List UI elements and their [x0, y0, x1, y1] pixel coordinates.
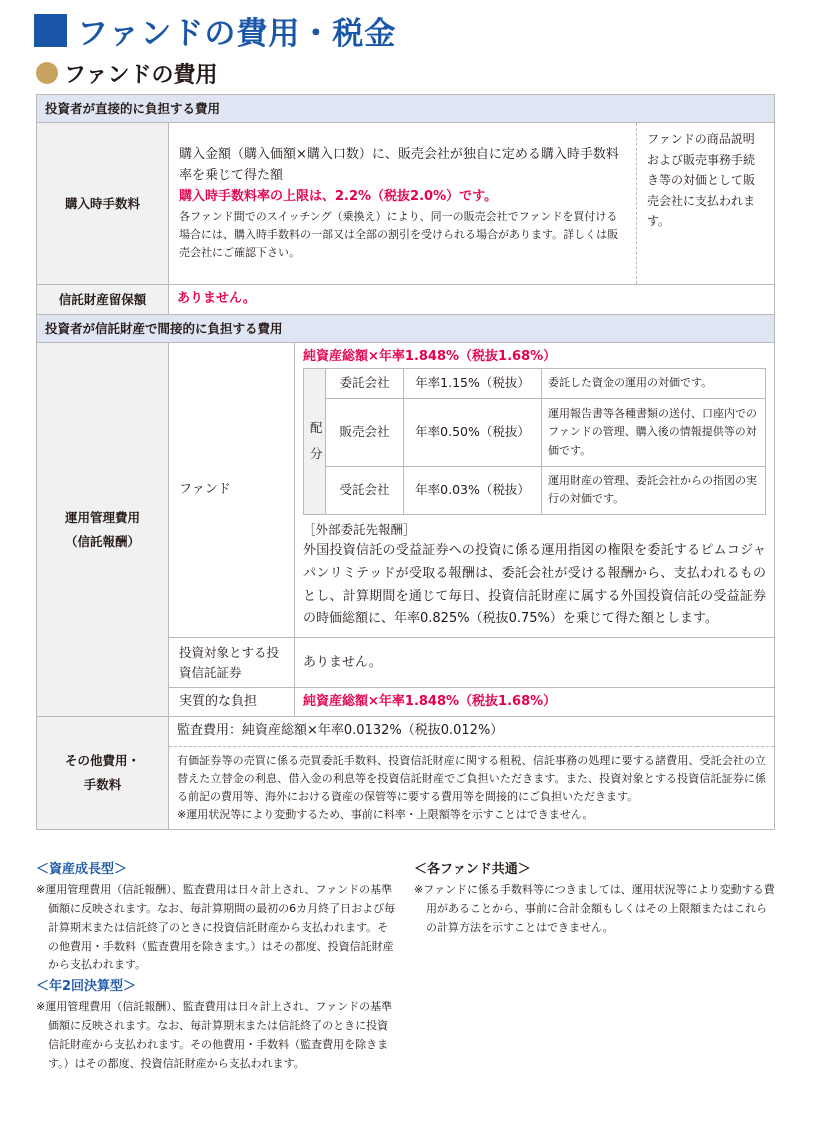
retention-label: 信託財産留保額 [37, 285, 169, 314]
growth-note: ※運用管理費用（信託報酬）、監査費用は日々計上され、ファンドの基準価額に反映されます。なお、毎計算期間の最初の6カ月終了日および毎計算期末または信託終了のときに投資信託財産から支払われます。その他費用・手数料（監査費用を除きます。）はその都度、投資信託財産から支払われます。 [36, 882, 396, 972]
allocation-label-2: 分 [310, 446, 323, 462]
indirect-cost-heading: 投資者が信託財産で間接的に負担する費用 [37, 314, 775, 342]
direct-cost-heading: 投資者が直接的に負担する費用 [37, 95, 775, 123]
purchase-fee-side: ファンドの商品説明および販売事務手続き等の対価として販売会社に支払われます。 [637, 123, 775, 285]
allocation-party: 受託会社 [326, 466, 404, 514]
indirect-cost-band [37, 314, 775, 342]
purchase-fee-cell [169, 123, 637, 285]
semiannual-note: ※運用管理費用（信託報酬）、監査費用は日々計上され、ファンドの基準価額に反映されます。なお、毎計算期末または信託終了のときに投資信託財産から支払われます。その他費用・手数料（監査費用を除きます。）はその都度、投資信託財産から支払われます。 [36, 1000, 393, 1070]
allocation-desc: 運用財産の管理、委託会社からの指図の実行の対価です。 [542, 466, 766, 514]
mgmt-fee-label-1: 運用管理費用 [64, 509, 140, 525]
notes-right [414, 860, 776, 938]
target-fund-label: 投資対象とする投資信託証券 [169, 638, 295, 688]
title-square-icon [34, 14, 67, 47]
page-title [34, 8, 396, 52]
common-heading: ＜各ファンド共通＞ [414, 862, 531, 877]
allocation-party: 委託会社 [326, 368, 404, 398]
target-fund-value: ありません。 [295, 638, 775, 688]
fund-detail [295, 342, 775, 637]
purchase-fee-limit: 購入時手数料率の上限は、2.2%（税抜2.0%）です。 [179, 189, 498, 205]
allocation-row [304, 466, 766, 514]
other-fee-note: ※運用状況等により変動するため、事前に料率・上限額等を示すことはできません。 [177, 807, 594, 821]
fund-label: ファンド [169, 342, 295, 637]
effective-burden-label: 実質的な負担 [169, 688, 295, 717]
direct-cost-band [37, 95, 775, 123]
mgmt-fee-label-2: （信託報酬） [64, 533, 140, 549]
allocation-label [304, 368, 326, 514]
audit-fee-row [37, 717, 775, 746]
other-fee-label-2: 手数料 [83, 777, 122, 793]
allocation-label-1: 配 [310, 420, 323, 436]
other-fee-label-1: その他費用・ [64, 753, 140, 769]
page-title-text: ファンドの費用・税金 [77, 15, 397, 52]
section-title: ファンドの費用 [64, 62, 218, 88]
section-heading [36, 57, 218, 89]
allocation-row [304, 368, 766, 398]
allocation-row [304, 398, 766, 466]
bullet-dot-icon [36, 62, 58, 84]
purchase-fee-note: 各ファンド間でのスイッチング（乗換え）により、同一の販売会社でファンドを買付ける場合には、購入時手数料の一部又は全部の割引を受けられる場合があります。詳しくは販売会社にご確認下さい。 [179, 209, 619, 260]
allocation-party: 販売会社 [326, 398, 404, 466]
mgmt-fee-row [37, 342, 775, 637]
other-fee-cell [169, 746, 775, 830]
allocation-desc: 運用報告書等各種書類の送付、口座内でのファンドの管理、購入後の情報提供等の対価です。 [542, 398, 766, 466]
effective-burden-value: 純資産総額×年率1.848%（税抜1.68%） [295, 688, 775, 717]
notes-left [36, 860, 396, 1074]
retention-row [37, 285, 775, 314]
allocation-table [303, 368, 766, 515]
allocation-desc: 委託した資金の運用の対価です。 [542, 368, 766, 398]
other-fee-label [37, 717, 169, 830]
semiannual-heading: ＜年2回決算型＞ [36, 979, 137, 995]
growth-heading: ＜資産成長型＞ [36, 862, 128, 877]
allocation-rate: 年率0.03%（税抜） [404, 466, 542, 514]
common-note: ※ファンドに係る手数料等につきましては、運用状況等により変動する費用があることから、事前に合計金額もしくはその上限額またはこれらの計算方法を示すことはできません。 [414, 882, 775, 934]
allocation-rate: 年率0.50%（税抜） [404, 398, 542, 466]
purchase-fee-label: 購入時手数料 [37, 123, 169, 285]
audit-fee-value: 監査費用：純資産総額×年率0.0132%（税抜0.012%） [169, 717, 775, 746]
allocation-rate: 年率1.15%（税抜） [404, 368, 542, 398]
mgmt-fee-total: 純資産総額×年率1.848%（税抜1.68%） [303, 348, 557, 364]
fee-table [36, 94, 775, 830]
mgmt-fee-label [37, 342, 169, 716]
purchase-fee-row [37, 123, 775, 285]
external-fee-text: 外国投資信託の受益証券への投資に係る運用指図の権限を委託するピムコジャパンリミテッドが受取る報酬は、委託会社が受ける報酬から、支払われるものとし、計算期間を通じて毎日、投資信託財産に属する外国投資信託の受益証券の時価総額に、年率0.825%（税抜0.75%）を乗じて得た額とします。 [303, 543, 767, 627]
external-fee-heading: ［外部委託先報酬］ [303, 521, 416, 537]
retention-value: ありません。 [169, 285, 775, 314]
other-fee-text: 有価証券等の売買に係る売買委託手数料、投資信託財産に関する租税、信託事務の処理に要する諸費用、受託会社の立替えた立替金の利息、借入金の利息等を投資信託財産でご負担いただきます。また、投資対象とする投資信託証券に係る前記の費用等、海外における資産の保管等に要する費用等を間接的にご負担いただきます。 [177, 753, 767, 803]
purchase-fee-text: 購入金額（購入価額×購入口数）に、販売会社が独自に定める購入時手数料率を乗じて得た額 [179, 147, 619, 184]
